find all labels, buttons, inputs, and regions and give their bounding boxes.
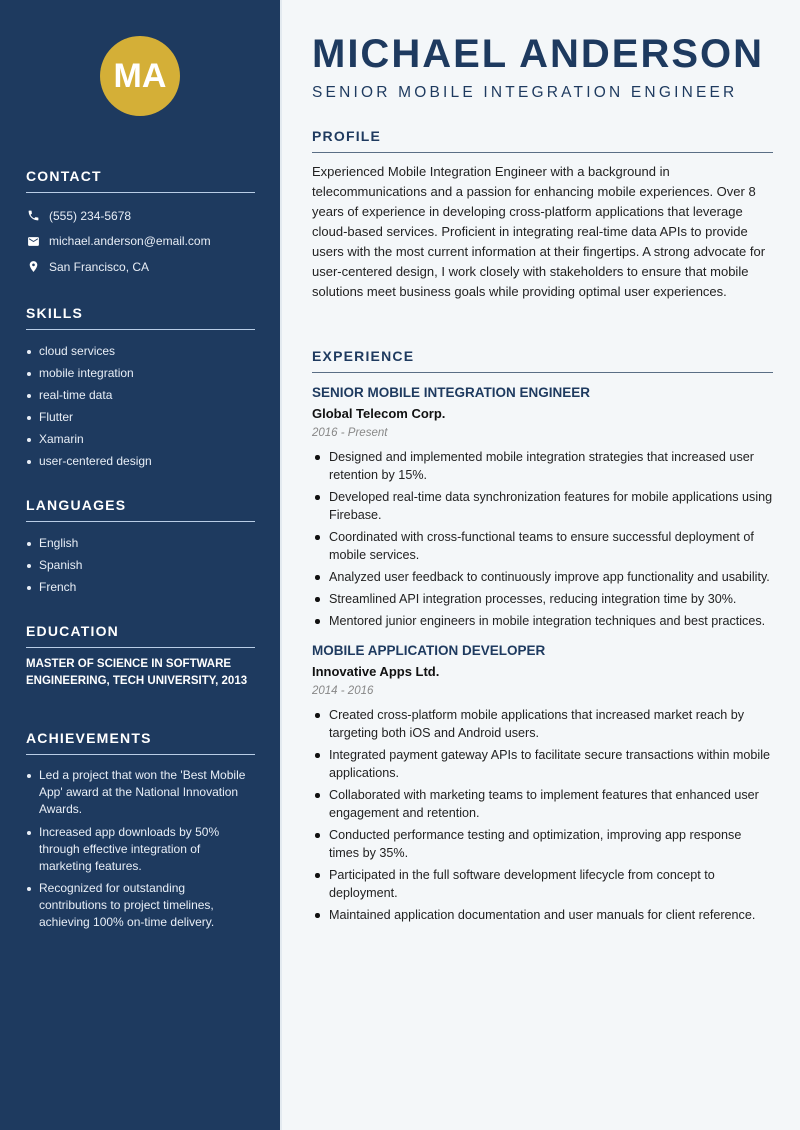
job-dates: 2016 - Present xyxy=(312,427,388,439)
language-item: English xyxy=(26,532,255,554)
job-bullet: Streamlined API integration processes, reducing integration time by 30%. xyxy=(312,590,773,608)
location-pin-icon xyxy=(26,260,40,274)
skill-item: cloud services xyxy=(26,340,255,362)
job-entry xyxy=(312,385,773,630)
achievements-heading: ACHIEVEMENTS xyxy=(26,730,255,755)
contact-heading: CONTACT xyxy=(26,168,255,193)
skill-item: Xamarin xyxy=(26,428,255,450)
language-item: French xyxy=(26,576,255,598)
job-bullets xyxy=(312,706,773,924)
candidate-name: MICHAEL ANDERSON xyxy=(312,32,765,76)
avatar-initials: MA xyxy=(113,56,167,95)
skill-item: Flutter xyxy=(26,406,255,428)
job-bullet: Maintained application documentation and user manuals for client reference. xyxy=(312,906,773,924)
experience-heading: EXPERIENCE xyxy=(312,348,773,373)
achievement-item: Led a project that won the 'Best Mobile App' award at the National Innovation Awards. xyxy=(26,767,255,818)
email-icon xyxy=(26,234,40,248)
achievements-section xyxy=(26,730,255,937)
achievement-item: Increased app downloads by 50% through effective integration of marketing features. xyxy=(26,824,255,875)
sidebar xyxy=(0,0,280,1130)
contact-location xyxy=(26,254,255,280)
profile-text: Experienced Mobile Integration Engineer with a background in telecommunications and a passion for enhancing mobile experiences. Over 8 years of experience in developing cross-platform applications that leverage cloud-based services. Proficient in integrating real-time data APIs to provide users with the most current information at their fingertips. A strong advocate for user-centered design, I work closely with stakeholders to ensure that mobile solutions meet business goals while providing optimal user experiences. xyxy=(312,164,766,299)
education-degree: MASTER OF SCIENCE IN SOFTWARE ENGINEERING, TECH UNIVERSITY, 2013 xyxy=(26,658,248,687)
email-text: michael.anderson@email.com xyxy=(49,234,211,249)
phone-icon xyxy=(26,209,40,223)
languages-list xyxy=(26,532,255,598)
job-bullet: Created cross-platform mobile applications that increased market reach by targeting both iOS and Android users. xyxy=(312,706,773,742)
profile-section xyxy=(312,128,773,302)
job-bullet: Coordinated with cross-functional teams to ensure successful deployment of mobile services. xyxy=(312,528,773,564)
skill-item: real-time data xyxy=(26,384,255,406)
languages-section xyxy=(26,497,255,598)
skills-heading: SKILLS xyxy=(26,305,255,330)
experience-section xyxy=(312,348,773,928)
job-bullet: Conducted performance testing and optimization, improving app response times by 35%. xyxy=(312,826,773,862)
candidate-title: SENIOR MOBILE INTEGRATION ENGINEER xyxy=(312,84,738,101)
achievements-list xyxy=(26,767,255,931)
language-item: Spanish xyxy=(26,554,255,576)
contact-email xyxy=(26,229,255,255)
phone-text: (555) 234-5678 xyxy=(49,208,132,223)
job-title: MOBILE APPLICATION DEVELOPER xyxy=(312,643,546,658)
location-text: San Francisco, CA xyxy=(49,259,150,274)
job-bullet: Participated in the full software development lifecycle from concept to deployment. xyxy=(312,866,773,902)
job-bullets xyxy=(312,448,773,630)
job-company: Global Telecom Corp. xyxy=(312,406,446,421)
contact-phone xyxy=(26,203,255,229)
skill-item: user-centered design xyxy=(26,450,255,472)
education-heading: EDUCATION xyxy=(26,623,255,648)
job-title: SENIOR MOBILE INTEGRATION ENGINEER xyxy=(312,385,591,400)
contact-section xyxy=(26,168,255,280)
education-section xyxy=(26,623,255,690)
job-bullet: Mentored junior engineers in mobile integration techniques and best practices. xyxy=(312,612,773,630)
skills-list xyxy=(26,340,255,472)
job-bullet: Developed real-time data synchronization features for mobile applications using Firebase. xyxy=(312,488,773,524)
avatar xyxy=(100,36,180,116)
job-bullet: Designed and implemented mobile integration strategies that increased user retention by 15%. xyxy=(312,448,773,484)
job-bullet: Collaborated with marketing teams to implement features that enhanced user engagement and retention. xyxy=(312,786,773,822)
languages-heading: LANGUAGES xyxy=(26,497,255,522)
job-company: Innovative Apps Ltd. xyxy=(312,664,440,679)
main-content xyxy=(280,0,800,1130)
job-dates: 2014 - 2016 xyxy=(312,685,374,697)
profile-heading: PROFILE xyxy=(312,128,773,153)
job-entry xyxy=(312,643,773,924)
skill-item: mobile integration xyxy=(26,362,255,384)
skills-section xyxy=(26,305,255,472)
achievement-item: Recognized for outstanding contributions to project timelines, achieving 100% on-time delivery. xyxy=(26,880,255,931)
job-bullet: Analyzed user feedback to continuously improve app functionality and usability. xyxy=(312,568,773,586)
job-bullet: Integrated payment gateway APIs to facilitate secure transactions within mobile applications. xyxy=(312,746,773,782)
